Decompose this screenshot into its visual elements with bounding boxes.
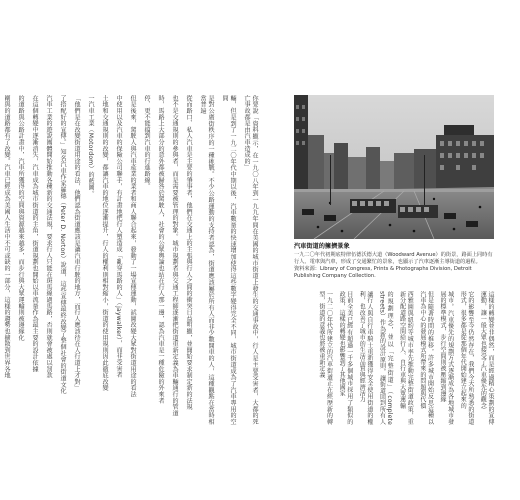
text-column: 城市。汽車優先的規劃方式逐漸成為各地城市發展的標準模式，步行空間則被壓縮到邊緣 bbox=[439, 291, 454, 425]
left-text-columns bbox=[2, 95, 258, 425]
text-column: 中使用以及汽車的保險公司聯手，有計畫地把行人塑造成「亂穿馬路的人」（jaywalker），而非受害者 bbox=[115, 95, 122, 379]
text-column: 讓行人與自行車騎士重新獲得安全使用街道的權利，也改善了城市的生活品質與經濟活力 bbox=[358, 291, 373, 425]
text-column: 「他們是在改變街道用途的看法，他們認為街道應該是讓汽車行駛的地方，而行人應該待在人行道上才對」 bbox=[73, 95, 80, 392]
text-column: 的規劃理念，並以「完整街道」（complete streets）作為新的設計原則，讓街道回到所有人 bbox=[378, 291, 394, 425]
text-column: 西雅圖與紐約等城市率先推動完整街道政策，重新分配道路空間給行人、自行車與大眾運輸 bbox=[398, 291, 414, 425]
text-column: 是對公廣街秩序的一種挑戰。不少公路運動的支持者認為，街道應該屬於所有人而非少數開車的人，這種觀點在當時相當普遍 bbox=[199, 95, 214, 425]
text-column: 你要說「資料顯示，在一九〇八年到一九九年間在美國的城市街道上發生的交通事故中，行人是主要受害者，大都的死亡事故都是由汽車造成的」 bbox=[243, 95, 258, 425]
caption-body: 一九二〇年代初期底特律伍德沃德大道（Woodward Avenue）的街景，路面上同時有行人、電車與汽車，形成了交通繁忙的景象，也顯示了汽車逐漸主導街道的過程。 bbox=[294, 252, 493, 265]
text-column: 它的影響至今仍然存在，我們今天所熟悉的街道形式，很多都是從那個年代開始建立起來的 bbox=[459, 291, 474, 425]
caption-title: 汽車街道的擁擠景象 bbox=[294, 243, 350, 250]
text-column: 汽車工業的遊說團體開始推動各種新的交通法規，要求行人只能在斑馬線過馬路，否則就會被處以罰款 bbox=[45, 95, 52, 379]
text-column: 但是隨著時間的推移，許多城市開始反思這種以汽車為中心的發展模式所帶來的問題與代價 bbox=[418, 291, 434, 425]
text-column: 目前全美已經有超過一千多個城市採用了類似的政策，這樣的轉變也影響到了其他國家 bbox=[338, 291, 353, 425]
text-column: 在這個轉變中逐漸消失，汽車成為城市街道的主角，街道規劃也開始以車流量作為最主要的設計依據 bbox=[31, 95, 38, 373]
text-column: 這樣的轉變並非偶然，而是經過精心策劃的宣傳運動，讓一般大眾也接受了汽車優先的觀念 bbox=[479, 291, 494, 425]
text-column: 但是後來，駕駛人與汽車產業的業者和商人聯合起來，發動了一場宣傳運動，試圖改變大眾對街道用途的看法 bbox=[129, 95, 136, 398]
right-text-block bbox=[294, 291, 494, 425]
text-column: 了搭配好的宣傳。」知名汽車作家羅德（Peter D. Norton）說道，這些宣傳最終改變了整個社會的街道文化 bbox=[59, 95, 66, 395]
text-column: 的道路與公路計畫中，汽車所獲得的空間與資源越來越多，而步行與大眾運輸則被邊緣化 bbox=[17, 95, 24, 341]
left-page bbox=[3, 95, 258, 425]
text-column: 土地和交通規則的改變，都讓汽車的地位逐漸提升，行人的權利則相對縮小，街道的使用規則因此徹底改變 bbox=[101, 95, 108, 392]
text-column: 一汽車工業（Motordom）的藍圖。 bbox=[87, 95, 94, 197]
text-column: 從而路口、私人汽車是主要的肇事者，他們在交通上的主張與行人之間的衝突日益明顯，並開始要求制定新的法規 bbox=[185, 95, 192, 410]
text-column: 剛與的道路都有了改變。汽車已經成為美國人生活中不可或缺的一部分，這樣的趨勢也擴散到世界各地 bbox=[3, 95, 10, 379]
text-column: 輛，但是到了一九二〇年代中期以後，汽車數量的快速增加使得這些數字變得完全不同，城市街道成為了汽車專用的空間 bbox=[221, 95, 236, 425]
text-column: 停、更不能擋到汽車的行進路線。 bbox=[143, 95, 150, 190]
right-page bbox=[294, 95, 494, 425]
historic-street-photo bbox=[294, 95, 494, 239]
photo-caption bbox=[294, 243, 494, 280]
caption-credit: 資料來源：Library of Congress, Prints & Photographs Division, Detroit Publishing Company Collection. bbox=[294, 266, 472, 279]
right-text-columns bbox=[317, 291, 494, 425]
text-column: 一九二〇年代所建立的汽車街道正在經歷新的轉型，街道的意義也將被重新定義 bbox=[317, 291, 333, 425]
text-column: 時，馬路上大部分的意外都被歸咎於駕駛人，社會的公眾輿論也站在行人那一邊，認為汽車是一種危險的外來者 bbox=[157, 95, 164, 404]
text-column: 也不是交通規則的參與者，而是需要被管理的對象。城市規劃者與交通工程師逐漸把街道重新定義為車輛通行的管道 bbox=[171, 95, 178, 417]
